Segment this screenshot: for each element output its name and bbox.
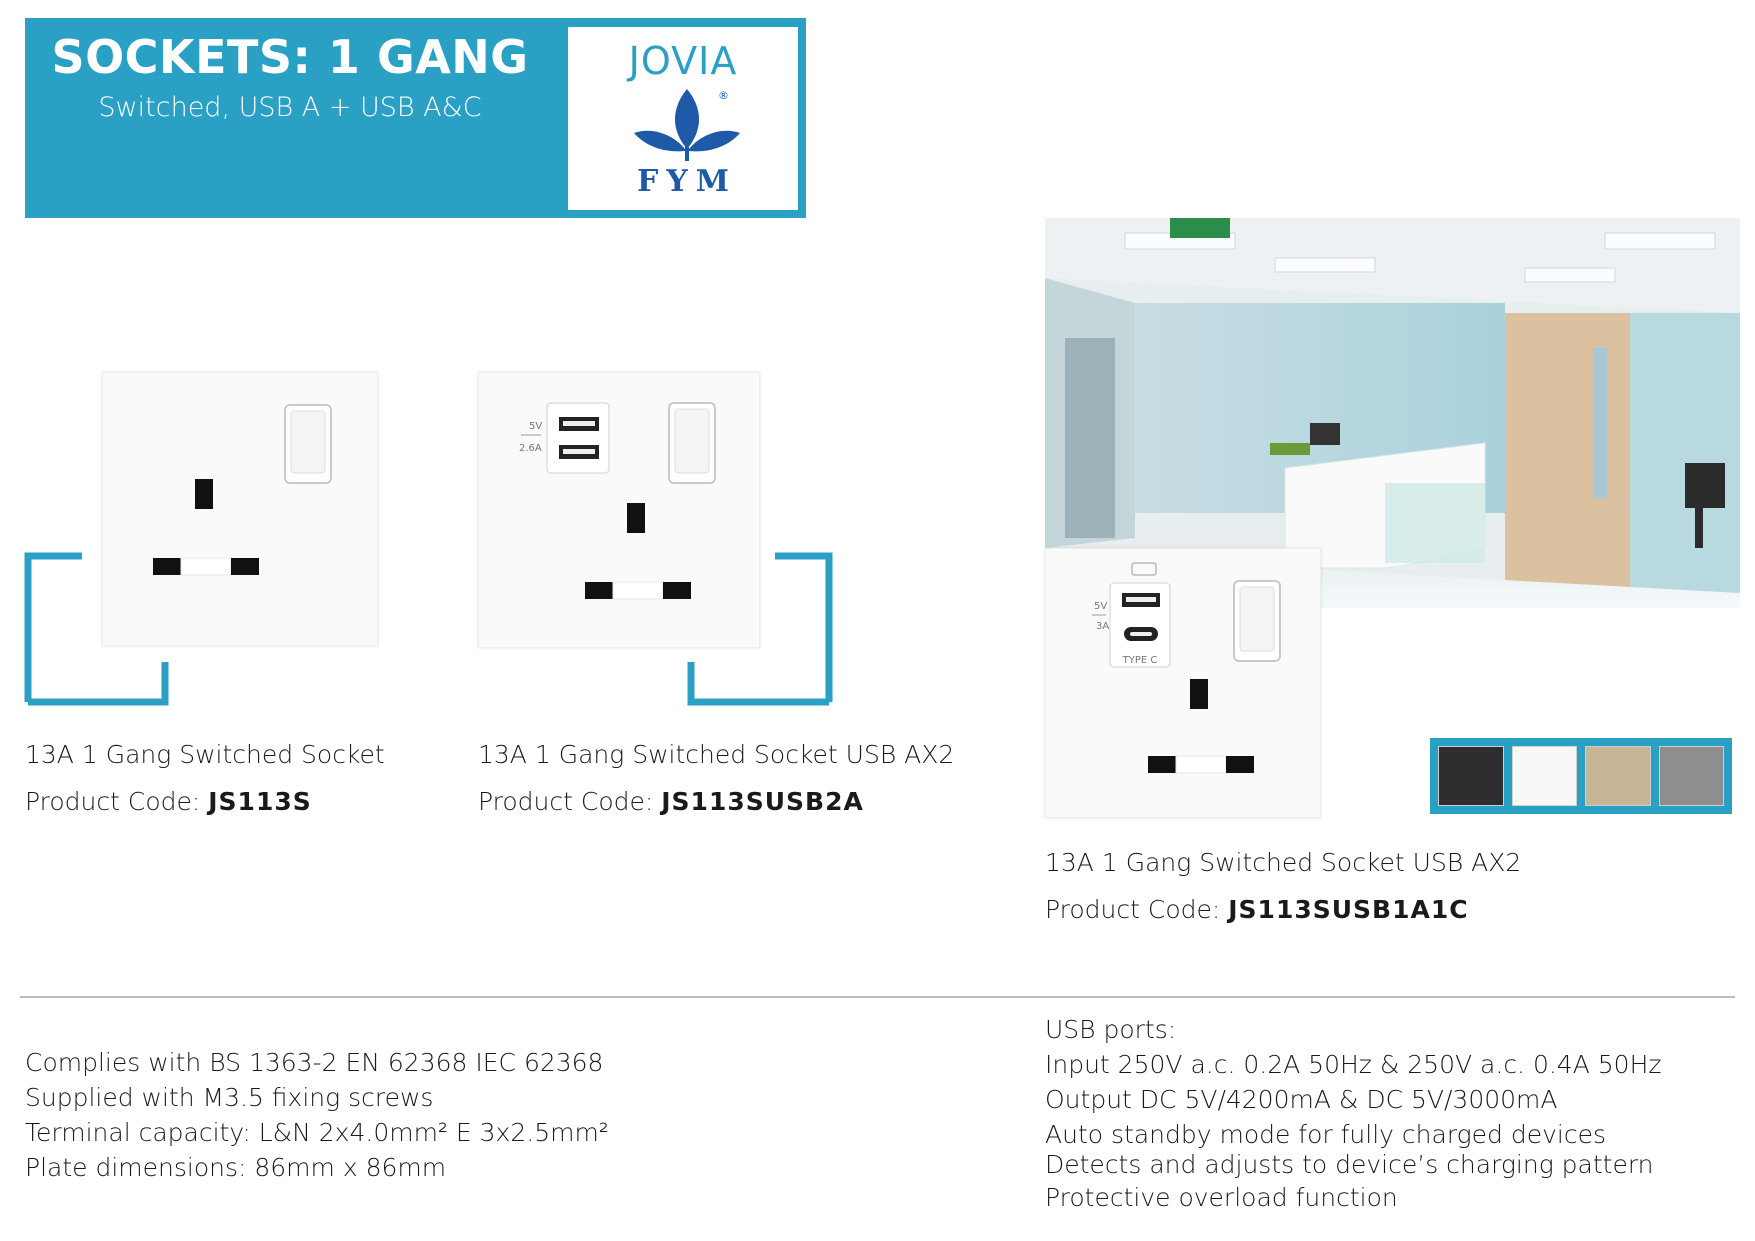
- page-title: SOCKETS: 1 GANG: [51, 30, 529, 84]
- finish-swatch-grey[interactable]: [1659, 746, 1725, 806]
- product-code: JS113SUSB1A1C: [1228, 895, 1469, 924]
- usb-current-label: 2.6A: [519, 443, 542, 454]
- spec-line: Terminal capacity: L&N 2x4.0mm² E 3x2.5mm²: [25, 1118, 609, 1147]
- spec-line: Complies with BS 1363-2 EN 62368 IEC 62368: [25, 1048, 604, 1077]
- socket-js113s-icon: [103, 373, 379, 647]
- product-code-label: Product Code:: [478, 787, 654, 816]
- spec-line: Plate dimensions: 86mm x 86mm: [25, 1153, 447, 1182]
- product-name-js113susb1a1c: 13A 1 Gang Switched Socket USB AX2: [1045, 848, 1522, 877]
- finish-swatch-champagne[interactable]: [1585, 746, 1651, 806]
- logo-mark-text: FYM: [637, 164, 737, 197]
- registered-mark: ®: [718, 89, 729, 102]
- usb-specs: [1045, 1012, 1662, 1215]
- socket-plate-js113susb1a1c: [1045, 548, 1321, 818]
- product-code: JS113S: [208, 787, 312, 816]
- spec-line: Detects and adjusts to device’s charging pattern: [1045, 1150, 1654, 1179]
- usb-specs-heading: USB ports:: [1045, 1015, 1177, 1044]
- finish-swatch-black[interactable]: [1438, 746, 1504, 806]
- spec-line: Auto standby mode for fully charged devices: [1045, 1120, 1606, 1149]
- spec-line: Protective overload function: [1045, 1183, 1398, 1212]
- product-code-label: Product Code:: [1045, 895, 1221, 924]
- socket-js113susb1a1c-icon: [1046, 549, 1322, 819]
- brand-logo: [568, 27, 798, 210]
- spec-line: Supplied with M3.5 fixing screws: [25, 1083, 434, 1112]
- section-divider: [20, 996, 1735, 998]
- spec-line: Input 250V a.c. 0.2A 50Hz & 250V a.c. 0.4A 50Hz: [1045, 1050, 1662, 1079]
- product-name-js113susb2a: 13A 1 Gang Switched Socket USB AX2: [478, 740, 955, 769]
- usb-voltage-label: 5V: [1094, 601, 1108, 612]
- product-code-row-js113susb1a1c: [1045, 895, 1469, 924]
- usb-current-label: 3A: [1096, 621, 1110, 632]
- finish-swatch-white[interactable]: [1512, 746, 1578, 806]
- product-code: JS113SUSB2A: [661, 787, 864, 816]
- fym-logo-icon: [632, 87, 742, 197]
- product-code-row-js113susb2a: [478, 787, 864, 816]
- usb-voltage-label: 5V: [529, 421, 543, 432]
- product-code-row-js113s: [25, 787, 312, 816]
- socket-js113susb2a-icon: [479, 373, 761, 649]
- brand-name: JOVIA: [628, 39, 738, 83]
- type-c-label: TYPE C: [1122, 655, 1158, 666]
- brand-logo-box: [560, 18, 806, 218]
- general-specs: [25, 1045, 609, 1185]
- product-name-js113s: 13A 1 Gang Switched Socket: [25, 740, 385, 769]
- product-code-label: Product Code:: [25, 787, 201, 816]
- spec-line: Output DC 5V/4200mA & DC 5V/3000mA: [1045, 1085, 1558, 1114]
- page-subtitle: Switched, USB A + USB A&C: [98, 92, 482, 123]
- finish-swatch-bar: [1430, 738, 1732, 814]
- socket-plate-js113susb2a: [478, 372, 760, 648]
- socket-plate-js113s: [102, 372, 378, 646]
